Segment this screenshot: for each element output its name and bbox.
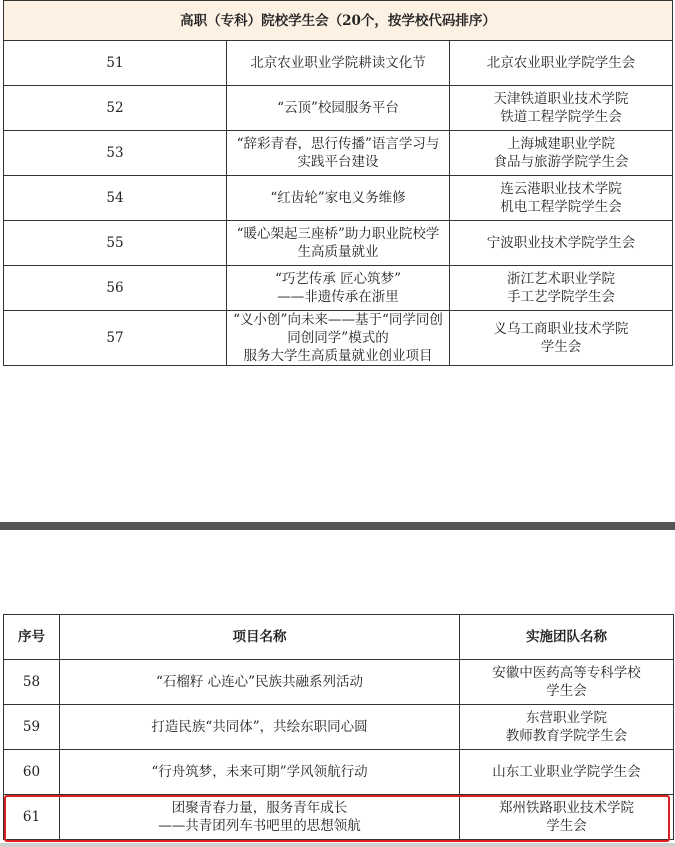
team-name-line: 教师教育学院学生会 (505, 728, 628, 744)
team-name-line: 安徽中医药高等专科学校 (492, 665, 641, 681)
table-row (4, 660, 674, 705)
team-name (460, 705, 674, 750)
team-name-line: 食品与旅游学院学生会 (493, 154, 629, 170)
column-header-row (4, 615, 674, 660)
team-name (450, 176, 673, 221)
team-name (450, 311, 673, 366)
row-number: 51 (4, 41, 227, 86)
team-name-line: 郑州铁路职业技术学院 (499, 800, 634, 816)
team-name-line: 连云港职业技术学院 (500, 181, 622, 197)
team-name (450, 41, 673, 86)
project-name (60, 750, 460, 795)
project-name-line: 团聚青春力量，服务青年成长 (171, 800, 348, 816)
column-header-number: 序号 (4, 615, 60, 660)
project-name (227, 86, 450, 131)
section-title: 高职（专科）院校学生会（20个，按学校代码排序） (4, 1, 673, 41)
row-number: 55 (4, 221, 227, 266)
table-row (4, 750, 674, 795)
project-name (227, 266, 450, 311)
team-name-line: 铁道工程学院学生会 (500, 109, 622, 125)
project-name-line: “石榴籽 心连心”民族共融系列活动 (155, 674, 364, 690)
table-row (4, 266, 673, 311)
project-name (227, 221, 450, 266)
column-header-project: 项目名称 (60, 615, 460, 660)
project-name (227, 131, 450, 176)
project-name-line: 服务大学生高质量就业创业项目 (243, 348, 433, 364)
team-name (450, 221, 673, 266)
table-row (4, 311, 673, 366)
table-row (4, 131, 673, 176)
team-name (460, 660, 674, 705)
page-break-divider (0, 522, 675, 530)
project-name-line: ——非遗传承在浙里 (277, 289, 399, 305)
project-table-1 (3, 0, 673, 366)
team-name-line: 义乌工商职业技术学院 (493, 321, 629, 337)
project-name (60, 660, 460, 705)
team-name-line: 山东工业职业学院学生会 (492, 764, 641, 780)
team-name-line: 学生会 (546, 683, 587, 699)
project-name-line: “行舟筑梦，未来可期”学风领航行动 (151, 764, 368, 780)
team-name (460, 750, 674, 795)
table-row (4, 176, 673, 221)
project-name-line: “暖心架起三座桥”助力职业院校学生高质量就业 (236, 226, 440, 260)
project-name (227, 176, 450, 221)
project-name-line: “云顶”校园服务平台 (277, 100, 399, 116)
project-name (60, 705, 460, 750)
team-name-line: 天津铁道职业技术学院 (493, 91, 629, 107)
row-number: 61 (4, 795, 60, 840)
project-name-line: “辞彩青春，思行传播”语言学习与实践平台建设 (236, 136, 440, 170)
team-name (450, 86, 673, 131)
table-row (4, 86, 673, 131)
project-name-line: “巧艺传承 匠心筑梦” (274, 271, 402, 287)
table-row (4, 221, 673, 266)
table-row (4, 705, 674, 750)
team-name-line: 手工艺学院学生会 (507, 289, 615, 305)
project-name-line: 打造民族“共同体”，共绘东职同心圆 (151, 719, 368, 735)
project-name-line: “义小创”向未来——基于“同学同创 同创同学”模式的 (233, 312, 443, 346)
project-name-line: ——共青团列车书吧里的思想领航 (158, 818, 361, 834)
team-name-line: 浙江艺术职业学院 (507, 271, 615, 287)
table-section-header (4, 1, 673, 41)
row-number: 59 (4, 705, 60, 750)
highlight-box (4, 795, 670, 842)
cut-off-row-edge (0, 843, 675, 847)
team-name-line: 学生会 (546, 818, 587, 834)
team-name-line: 东营职业学院 (526, 710, 607, 726)
team-name-line: 上海城建职业学院 (507, 136, 615, 152)
row-number: 58 (4, 660, 60, 705)
project-name (227, 311, 450, 366)
column-header-team: 实施团队名称 (460, 615, 674, 660)
row-number: 60 (4, 750, 60, 795)
project-name-line: 北京农业职业学院耕读文化节 (250, 55, 426, 71)
team-name (450, 131, 673, 176)
row-number: 57 (4, 311, 227, 366)
team-name-line: 宁波职业技术学院学生会 (486, 235, 636, 251)
project-name (227, 41, 450, 86)
team-name-line: 北京农业职业学院学生会 (486, 55, 636, 71)
team-name-line: 机电工程学院学生会 (500, 199, 622, 215)
row-number: 53 (4, 131, 227, 176)
table-row (4, 41, 673, 86)
team-name (450, 266, 673, 311)
row-number: 54 (4, 176, 227, 221)
team-name-line: 学生会 (540, 339, 582, 355)
project-name-line: “红齿轮”家电义务维修 (270, 190, 406, 206)
row-number: 52 (4, 86, 227, 131)
row-number: 56 (4, 266, 227, 311)
